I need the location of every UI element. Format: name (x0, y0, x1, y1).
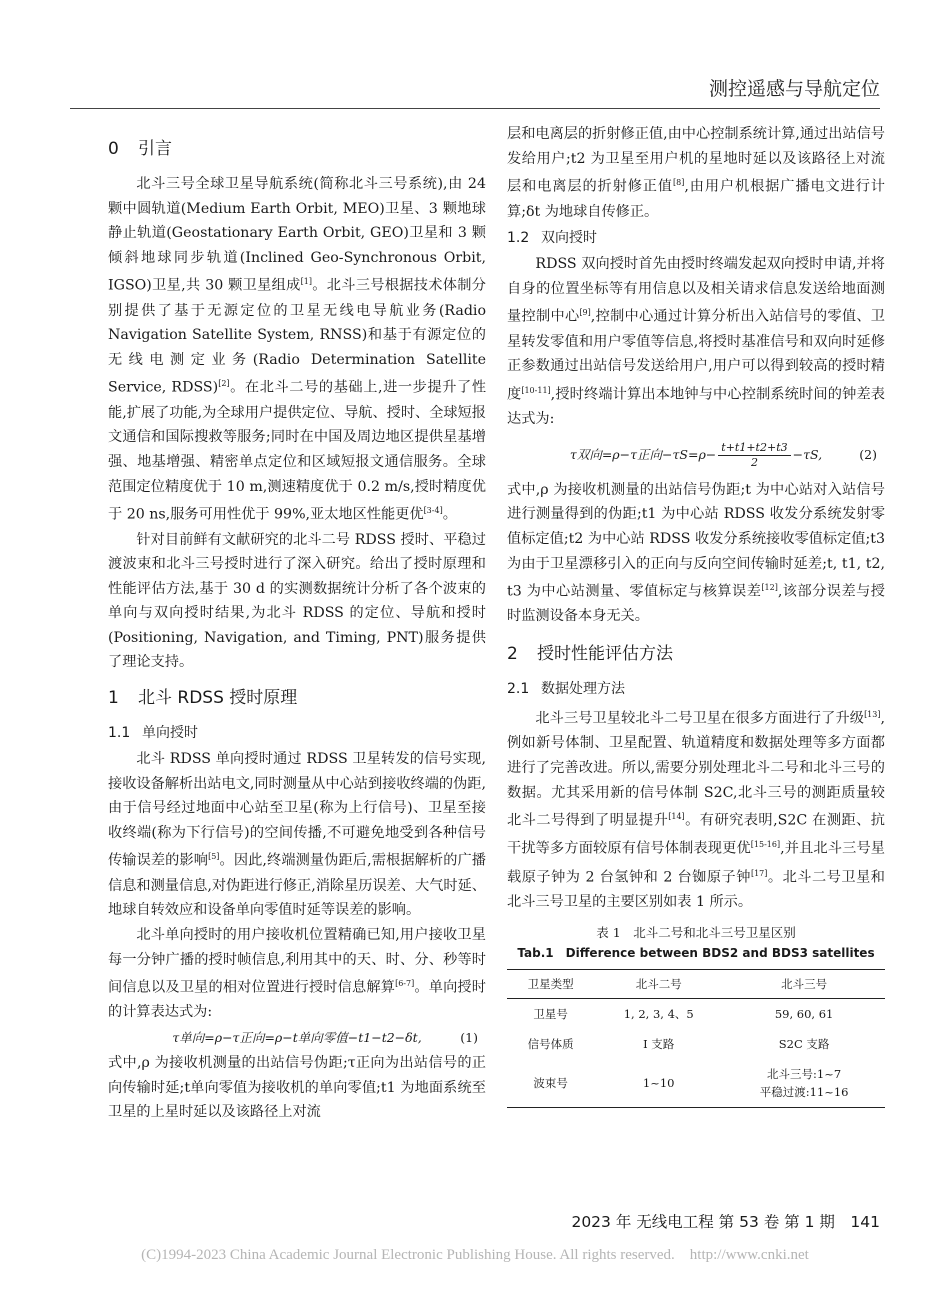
citation[interactable]: [14] (668, 812, 685, 822)
copyright-watermark: (C)1994-2023 China Academic Journal Electronic Publishing House. All rights reserved. http://www.cnki.net (141, 1247, 809, 1263)
table-header-cell: 北斗二号 (594, 969, 723, 998)
citation[interactable]: [12] (761, 583, 778, 593)
table-header-cell: 卫星类型 (507, 969, 594, 998)
citation[interactable]: [8] (672, 178, 685, 188)
citation[interactable]: [2] (218, 379, 230, 389)
subsection-1-2-heading: 1.2 双向授时 (507, 230, 597, 247)
table-header-row (507, 969, 885, 998)
table-row (507, 998, 885, 1029)
one-way-paragraph-3-cont: 层和电离层的折射修正值,由中心控制系统计算,通过出站信号发给用户;t2 为卫星至用户机的星地时延以及该路径上对流层和电离层的折射修正值[8],由用户机根据广播电文进行计算;δt 为地球自传修正。 (507, 126, 885, 220)
page-footer: 2023 年 无线电工程 第 53 卷 第 1 期 141 (571, 1213, 880, 1231)
intro-paragraph-1: 北斗三号全球卫星导航系统(简称北斗三号系统),由 24 颗中圆轨道(Medium Earth Orbit, MEO)卫星、3 颗地球静止轨道(Geostationary Earth Orbit, GEO)卫星和 3 颗倾斜地球同步轨道(Inclined Geo-Synchronous Orbit, IGSO)卫星,共 30 颗卫星组成[1]。北斗三号根据技术体制分别提供了基于无源定位的卫星无线电导航业务(Radio Navigation Satellite System, RNSS)和基于有源定位的无线电测定业务(Radio Determination Satellite Service, RDSS)[2]。在北斗二号的基础上,进一步提升了性能,扩展了功能,为全球用户提供定位、导航、授时、全球短报文通信和国际搜救等服务;同时在中国及周边地区提供星基增强、地基增强、精密单点定位和区域短报文通信服务。全球范围定位精度优于 10 m,测速精度优于 0.2 m/s,授时精度优于 20 ns,服务可用性优于 99%,亚太地区性能更优[3-4]。 (108, 176, 487, 523)
data-processing-paragraph: 北斗三号卫星较北斗二号卫星在很多方面进行了升级[13],例如新号体制、卫星配置、轨道精度和数据处理等多方面都进行了完善改进。所以,需要分别处理北斗二号和北斗三号的数据。尤其采用新的信号体制 S2C,北斗三号的测距质量较北斗二号得到了明显提升[14]。有研究表明,S2C 在测距、抗干扰等多方面较原有信号体制表现更优[15-16],并且北斗三号星载原子钟为 2 台氢钟和 2 台铷原子钟[17]。北斗二号卫星和北斗三号卫星的主要区别如表 1 所示。 (507, 710, 885, 911)
two-way-paragraph-2: 式中,ρ 为接收机测量的出站信号伪距;t 为中心站对入站信号进行测量得到的伪距;t1 为中心站 RDSS 收发分系统发射零值标定值;t2 为中心站 RDSS 收发分系统接收零值标定值;t3 为由于卫星漂移引入的正向与反向空间传输时延差;t, t1, t2, t3 为中心站测量、零值标定与核算误差[12],该部分误差与授时监测设备本身无关。 (507, 481, 885, 625)
citation[interactable]: [15-16] (750, 840, 781, 850)
section-title: 北斗 RDSS 授时原理 (138, 688, 298, 709)
one-way-paragraph-3: 式中,ρ 为接收机测量的出站信号伪距;τ正向为出站信号的正向传输时延;t单向零值为接收机的单向零值;t1 为地面系统至卫星的上星时延以及该路径上对流 (108, 1055, 486, 1121)
section-title: 引言 (138, 139, 172, 159)
section-1-heading (108, 683, 486, 713)
table-caption-cn: 表 1 北斗二号和北斗三号卫星区别 (596, 924, 796, 940)
equation-1-formula: τ单向=ρ−τ正向=ρ−t单向零值−t1−t2−δt, (172, 1030, 422, 1046)
table-cell: 北斗三号:1~7 平稳过渡:11~16 (723, 1059, 885, 1108)
table-cell: 59, 60, 61 (774, 1006, 834, 1021)
section-number: 0 (108, 139, 119, 159)
citation[interactable]: [17] (750, 868, 768, 878)
table-cell: 信号体质 (527, 1036, 574, 1051)
citation[interactable]: [10-11] (521, 385, 551, 395)
equation-1 (108, 1025, 486, 1051)
left-column (108, 128, 486, 1125)
table-header-cell: 北斗三号 (723, 969, 885, 998)
satellite-comparison-table (507, 969, 885, 1108)
intro-paragraph-2: 针对目前鲜有文献研究的北斗二号 RDSS 授时、平稳过渡波束和北斗三号授时进行了深入研究。给出了授时原理和性能评估方法,基于 30 d 的实测数据统计分析了各个波束的单向与双向授时结果,为北斗 RDSS 的定位、导航和授时(Positioning, Navigation, and Timing, PNT)服务提供了理论支持。 (108, 531, 486, 671)
section-2-heading: 2 授时性能评估方法 (507, 644, 673, 665)
equation-2-number: (2) (859, 446, 877, 462)
table-cell: 波束号 (507, 1059, 594, 1108)
section-number: 1 (108, 688, 119, 709)
citation[interactable]: [9] (579, 308, 591, 318)
right-column (507, 122, 885, 1108)
citation[interactable]: [13] (864, 710, 881, 720)
table-cell: S2C 支路 (778, 1036, 830, 1051)
table-caption-en: Tab.1 Difference between BDS2 and BDS3 satellites (517, 945, 875, 960)
two-way-paragraph-1: RDSS 双向授时首先由授时终端发起双向授时申请,并将自身的位置坐标等有用信息以及相关请求信息发送给地面测量控制中心[9],控制中心通过计算分析出入站信号的零值、卫星转发零值和用户零值等信息,将授时基准信号和双向时延修正参数通过出站信号发送给用户,用户可以得到较高的授时精度[10-11],授时终端计算出本地钟与中心控制系统时间的钟差表达式为: (507, 256, 885, 428)
header-rule (70, 108, 880, 109)
equation-2-fraction: $\frac{t+t1+t2+t3}{2}$ (718, 441, 790, 470)
journal-section-header: 测控遥感与导航定位 (708, 78, 880, 100)
table-cell: 1~10 (594, 1059, 723, 1108)
citation[interactable]: [5] (208, 852, 220, 862)
table-row (507, 1059, 885, 1108)
equation-1-number: (1) (460, 1030, 478, 1046)
citation[interactable]: [3-4] (423, 506, 443, 516)
table-row (507, 1029, 885, 1059)
table-cell: 卫星号 (533, 1006, 568, 1021)
subsection-1-1-heading: 1.1 单向授时 (108, 725, 198, 742)
one-way-paragraph-2: 北斗单向授时的用户接收机位置精确已知,用户接收卫星每一分钟广播的授时帧信息,利用其中的天、时、分、秒等时间信息以及卫星的相对位置进行授时信息解算[6-7]。单向授时的计算表达式为: (108, 926, 486, 1021)
subsection-2-1-heading: 2.1 数据处理方法 (507, 681, 625, 698)
equation-2-right: −τS, (792, 446, 823, 462)
table-cell: 1, 2, 3, 4、5 (623, 1006, 694, 1021)
citation[interactable]: [1] (300, 277, 312, 287)
section-0-heading (108, 134, 486, 164)
citation[interactable]: [6-7] (395, 979, 415, 989)
table-cell: I 支路 (643, 1036, 675, 1051)
one-way-paragraph-1: 北斗 RDSS 单向授时通过 RDSS 卫星转发的信号实现,接收设备解析出站电文,同时测量从中心站到接收终端的伪距,由于信号经过地面中心站至卫星(称为上行信号)、卫星至接收终端(称为下行信号)的空间传播,不可避免地受到各种信号传输误差的影响[5]。因此,终端测量伪距后,需根据解析的广播信息和测量信息,对伪距进行修正,消除星历误差、大气时延、地球自转效应和设备单向零值时延等误差的影响。 (108, 751, 486, 919)
equation-2 (507, 432, 885, 478)
equation-2-left: τ双向=ρ−τ正向−τS=ρ− (569, 446, 717, 462)
